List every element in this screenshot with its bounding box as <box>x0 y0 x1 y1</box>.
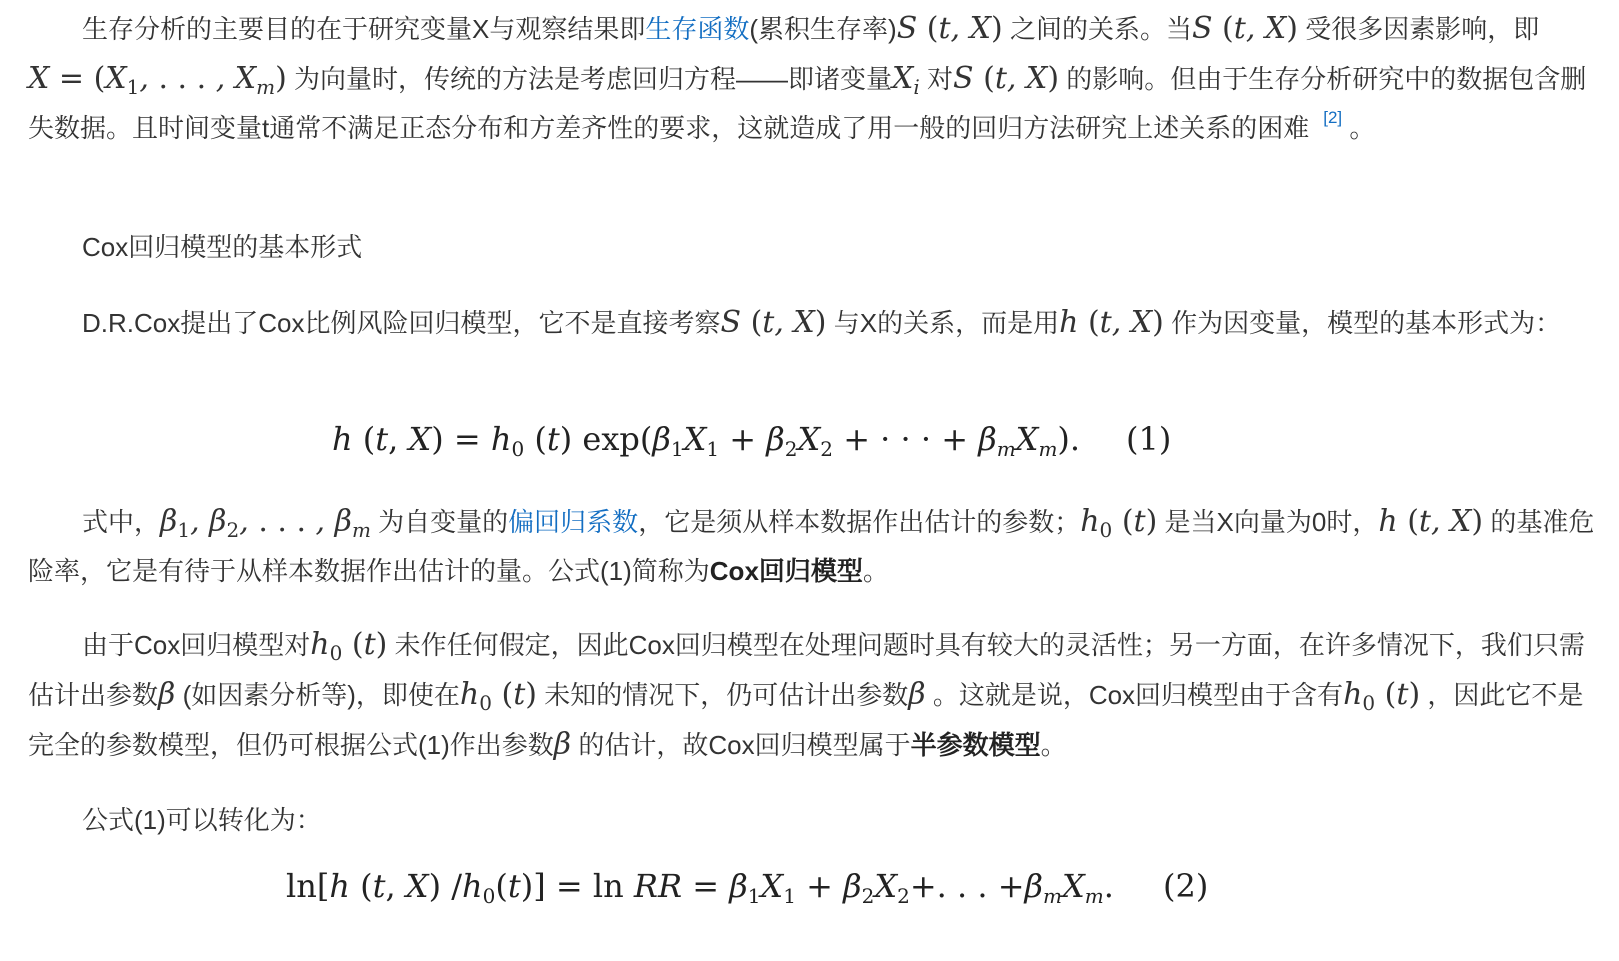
math-S-t-X: S (t, X) <box>896 11 1003 46</box>
paragraph-semiparametric <box>28 620 1598 770</box>
paragraph-intro <box>28 4 1598 153</box>
equation-2-formula: ln[h (t, X) $/h_0(t)] = \ln$ RR = $\beta_1X_1 + \beta_2X_2+$. . . $+\beta_mX_m$. <box>286 867 1114 908</box>
link-survival-function[interactable]: 生存函数 <box>645 14 750 44</box>
math-S-t-X: S (t, X) <box>720 305 827 340</box>
bold-term: Cox回归模型 <box>709 556 863 586</box>
text: 是当X向量为0时， <box>1157 507 1379 537</box>
math-h0-t: $h_0$ (t) <box>1080 504 1158 542</box>
citation-link[interactable]: [2] <box>1323 108 1343 127</box>
text: 对 <box>919 64 954 94</box>
math-h0-t: $h_0$ (t) <box>310 627 388 665</box>
math-S-t-X: S (t, X) <box>1191 11 1298 46</box>
link-partial-regression-coefficient[interactable]: 偏回归系数 <box>508 507 639 537</box>
math-beta-list: $\beta_1$, $\beta_2$, . . . , $\beta_m$ <box>160 504 371 542</box>
math-X-vector: $X = (X_1$, . . . , $X_m$) <box>28 61 287 99</box>
equation-1-formula: h (t, $X) = h_0$ (t) $\exp(\beta_1X_1 + \beta_2X_2$ + · · · + $\beta_mX_m$). <box>332 420 1081 461</box>
math-h-t-X: h (t, X) <box>1059 305 1164 340</box>
equation-number: (2) <box>1163 867 1209 905</box>
text: 。 <box>862 556 889 586</box>
text: (如因素分析等)，即使在 <box>175 680 460 710</box>
math-h0-t: $h_0$ (t) <box>459 677 538 715</box>
math-beta: β <box>553 727 572 762</box>
text: 的影响。但由于生存分析研究中的数据包含删失数据。且时间变量t通常不满足正态分布和方差齐性的要求，这就造成了用一般的回归方法研究上述关系的困难 <box>28 64 1587 143</box>
text: 。这就是说，Cox回归模型由于含有 <box>925 680 1344 710</box>
text: 为自变量的 <box>370 507 509 537</box>
text: 由于Cox回归模型对 <box>82 630 311 660</box>
paragraph-parameters <box>28 497 1598 596</box>
text: ，它是须从样本数据作出估计的参数； <box>638 507 1081 537</box>
math-S-t-X: S (t, X) <box>953 61 1060 96</box>
math-X-i: $X_i$ <box>892 61 920 99</box>
text: 式中， <box>82 507 161 537</box>
text: 未知的情况下，仍可估计出参数 <box>537 680 909 710</box>
equation-number: (1) <box>1126 420 1172 458</box>
text: 与X的关系，而是用 <box>826 308 1060 338</box>
bold-term: 半参数模型 <box>910 730 1041 760</box>
text: 未作任何假定，因此Cox回归模型在处理问题时具有较大的灵活性；另一方面，在许多情况下，我们只需估计出参数 <box>28 630 1585 710</box>
text: 的基准危险率，它是有待于从样本数据作出估计的量。公式(1)简称为 <box>28 507 1595 586</box>
text: 的估计，故Cox回归模型属于 <box>571 730 911 760</box>
math-beta: β <box>158 677 176 712</box>
text: 公式(1)可以转化为： <box>82 805 322 835</box>
text: 。 <box>1040 730 1067 760</box>
text: 生存分析的主要目的在于研究变量X与观察结果即 <box>82 14 646 44</box>
text: (累积生存率) <box>749 14 897 44</box>
section-heading: Cox回归模型的基本形式 <box>82 232 363 262</box>
math-beta: β <box>908 677 926 712</box>
text: 受很多因素影响，即 <box>1297 14 1540 44</box>
equation-1 <box>28 420 1598 470</box>
math-h-t-X: h (t, X) <box>1378 504 1484 539</box>
text: ，因此它不是完全的参数模型，但仍可根据公式(1)作出参数 <box>28 680 1584 760</box>
text: D.R.Cox提出了Cox比例风险回归模型，它不是直接考察 <box>82 308 721 338</box>
text: 为向量时，传统的方法是考虑回归方程——即诸变量 <box>286 64 893 94</box>
paragraph-cox-intro <box>28 298 1598 348</box>
math-h0-t: $h_0$ (t) <box>1343 677 1421 715</box>
text: 。 <box>1342 113 1376 143</box>
text: 作为因变量，模型的基本形式为： <box>1163 308 1562 338</box>
paragraph-transform <box>28 796 1598 845</box>
equation-2 <box>28 867 1598 917</box>
text: 之间的关系。当 <box>1002 14 1192 44</box>
